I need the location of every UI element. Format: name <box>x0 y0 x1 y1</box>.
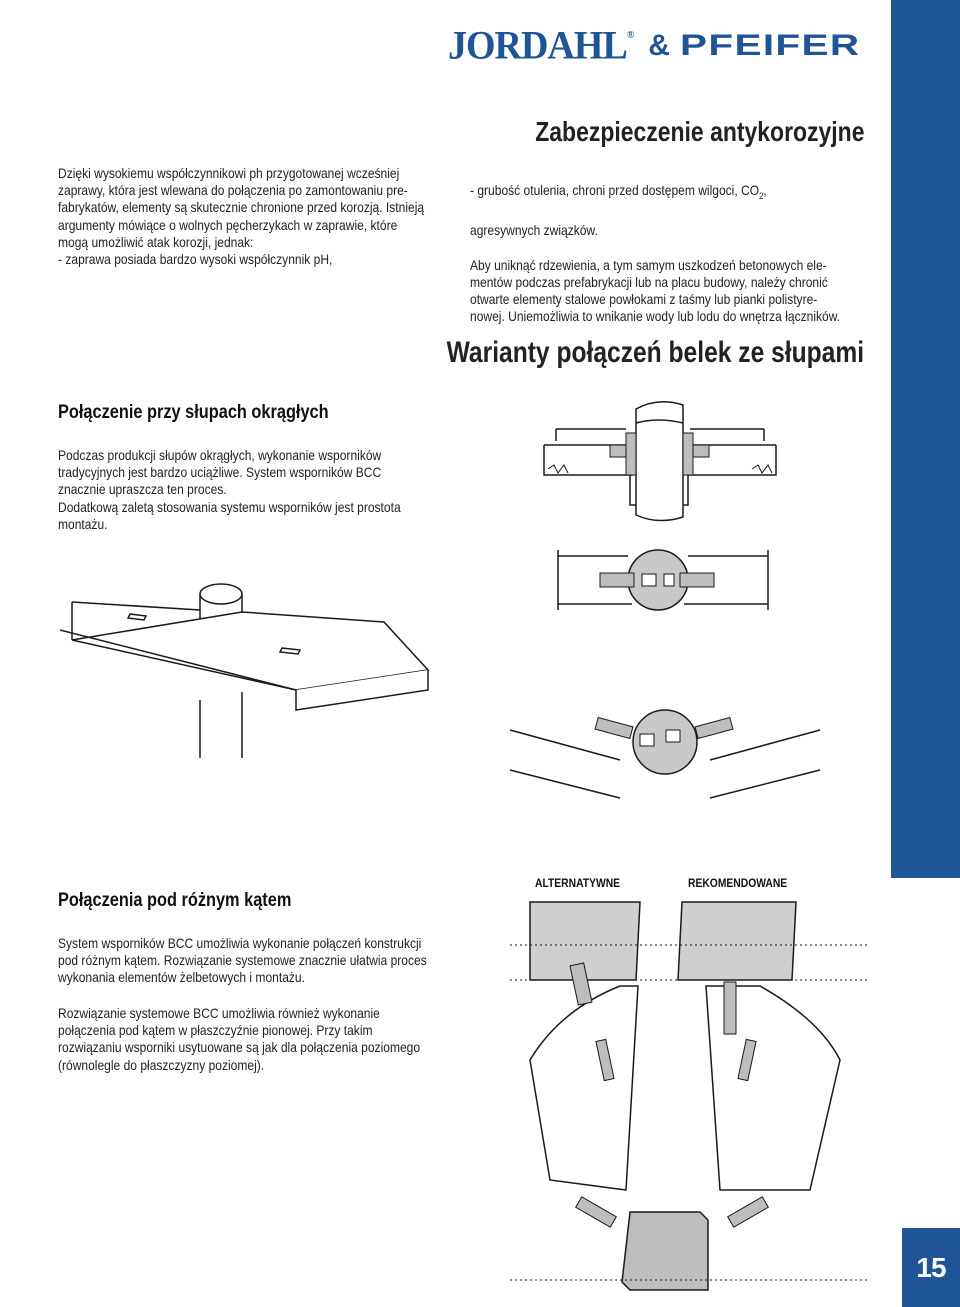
corrosion-left-text: Dzięki wysokiemu współczynnikowi ph przygotowanej wcześniej zaprawy, która jest wlewana do połączenia po zamontowaniu pre- fabrykatów, elementy są skutecznie chronione przed korozją. Istnieją argumenty mówiące o wolnych pęcherzykach w zaprawie, które mogą umożliwić atak korozji, jednak: - zaprawa posiada bardzo wysoki współczynnik pH, <box>58 165 425 268</box>
logo-jordahl: JORDAHL <box>448 23 627 69</box>
corrosion-right-text-block <box>470 165 883 343</box>
corrosion-bullet-cover-cont: agresywnych związków. <box>470 222 598 239</box>
page-number: 15 <box>902 1228 960 1307</box>
corrosion-bullet-cover: - grubość otulenia, chroni przed dostępem wilgoci, $CO_2$, <box>470 182 767 201</box>
round-column-plan-straight-drawing <box>508 540 808 630</box>
brand-sidebar-bar <box>891 0 960 878</box>
angle-text-1: System wsporników BCC umożliwia wykonanie połączeń konstrukcji pod różnym kątem. Rozwiązanie systemowe znacznie ułatwia proces wykonania elementów żelbetowych i montażu. <box>58 935 427 986</box>
label-alternative: ALTERNATYWNE <box>535 876 621 890</box>
logo-pfeifer: PFEIFER <box>679 29 861 62</box>
corrosion-protection-text: Aby uniknąć rdzewienia, a tym samym uszkodzeń betonowych ele- mentów podczas prefabrykacji lub na placu budowy, należy chronić otwarte elementy stalowe powłokami z taśmy lub pianki polistyre- nowej. Uniemożliwia to wnikanie wody lub lodu do wnętrza łączników. <box>470 256 841 325</box>
label-recommended: REKOMENDOWANE <box>688 876 788 890</box>
logo-registered-mark: ® <box>626 30 635 41</box>
logo-ampersand: & <box>648 29 670 62</box>
round-column-plan-angled-drawing <box>500 690 830 810</box>
brand-logo <box>448 23 861 69</box>
corrosion-heading: Zabezpieczenie antykorozyjne <box>534 116 864 147</box>
round-column-text: Podczas produkcji słupów okrągłych, wykonanie wsporników tradycyjnych jest bardzo uciążliwe. System wsporników BCC znacznie upraszcza ten proces. Dodatkową zaletą stosowania systemu wsporników jest prostota montażu. <box>58 447 401 532</box>
angle-heading: Połączenia pod różnym kątem <box>58 890 292 911</box>
variants-heading: Warianty połączeń belek ze słupami <box>446 336 864 369</box>
isometric-beam-column-drawing <box>60 570 440 760</box>
round-column-elevation-drawing <box>508 395 808 525</box>
round-column-heading: Połączenie przy słupach okrągłych <box>58 402 329 423</box>
vertical-angle-connection-drawing <box>510 890 870 1300</box>
angle-text-2: Rozwiązanie systemowe BCC umożliwia również wykonanie połączenia pod kątem w płaszczyźnie pionowej. Przy takim rozwiązaniu wsporniki usytuowane są jak dla połączenia poziomego (równolegle do płaszczyzny poziomej). <box>58 1005 421 1073</box>
